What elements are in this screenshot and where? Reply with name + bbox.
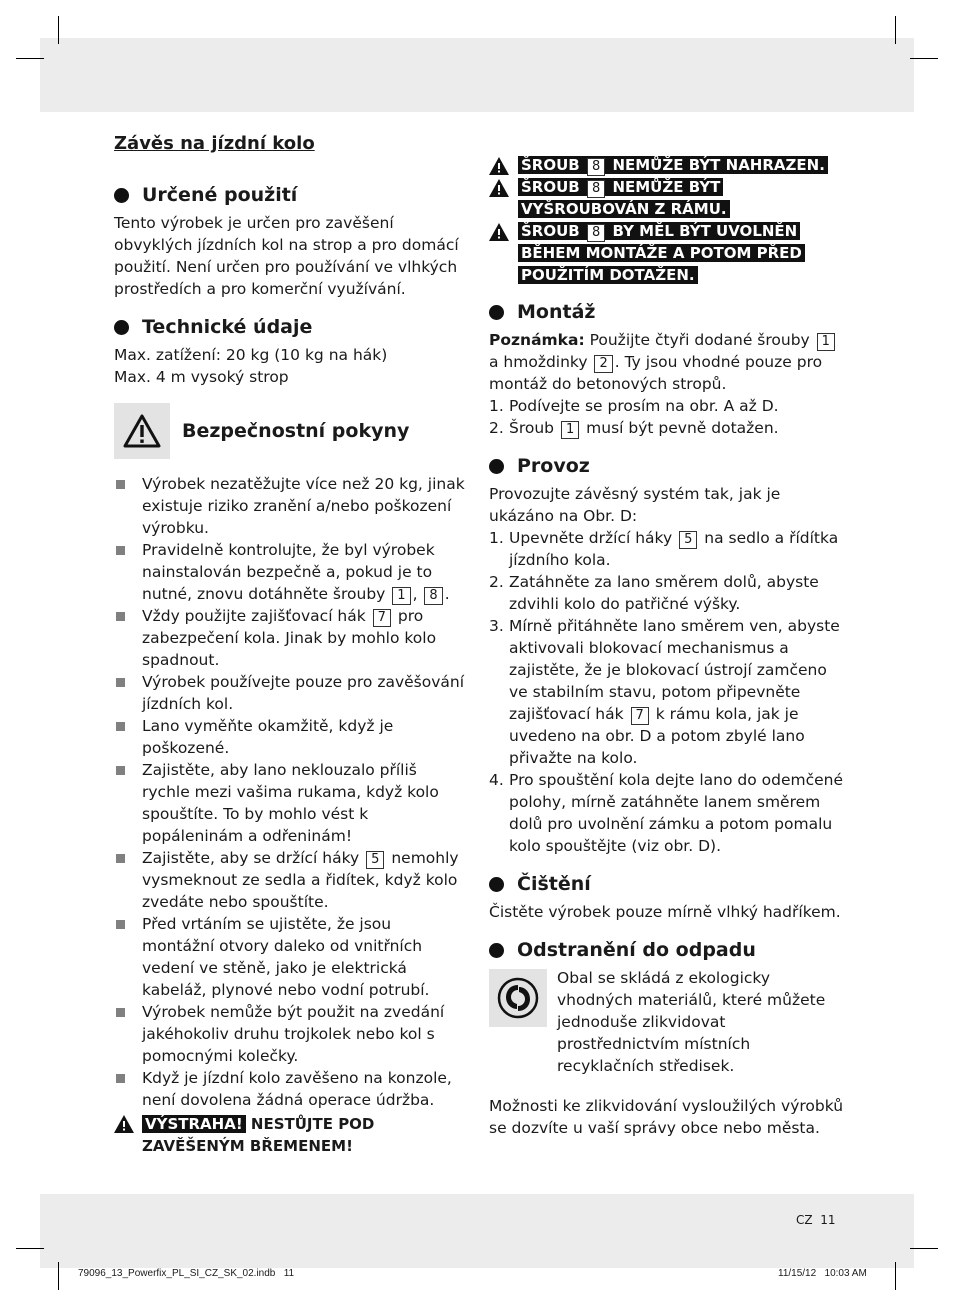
recycle-row: [489, 967, 844, 1077]
part-number-box: 5: [679, 531, 697, 549]
intended-use-text: Tento výrobek je určen pro zavěšení obvyklých jízdních kol na strop a pro domácí použití. Není určen pro používání ve vlhkých prostředích a pro komerční využívání.: [114, 214, 459, 298]
montaz-note: Poznámka: Použijte čtyři dodané šrouby 1 a hmoždinky 2 . Ty jsou vhodné pouze pro montáž do betonových stropů.: [489, 329, 844, 395]
crop-mark: [895, 1262, 896, 1290]
part-number-box: 5: [366, 851, 384, 869]
warning-label: VÝSTRAHA!: [142, 1115, 246, 1133]
part-number-box: 8: [424, 587, 442, 605]
warning-triangle-icon: [489, 179, 509, 197]
warning-triangle-icon: [114, 403, 170, 459]
hanging-load-warning: [114, 1113, 468, 1157]
heading-odpad: Odstranění do odpadu: [489, 938, 844, 962]
odpad-text-2: Možnosti ke zlikvidování vysloužilých výrobků se dozvíte u vaší správy obce nebo města.: [489, 1097, 844, 1137]
section-odpad: [489, 938, 844, 1139]
heading-montaz: Montáž: [489, 300, 844, 324]
document-title: Závěs na jízdní kolo: [114, 133, 315, 154]
list-item: Vždy použijte zajišťovací hák 7 pro zabezpečení kola. Jinak by mohlo kolo spadnout.: [114, 605, 468, 671]
bullet-dot-icon: [114, 320, 129, 335]
list-item: Zajistěte, aby lano neklouzalo příliš rychle mezi vašima rukama, když kolo spouštíte. To by mohlo vést k popáleninám a odřeninám!: [114, 759, 468, 847]
right-column: [489, 154, 844, 1154]
warning-triangle-icon: [489, 223, 509, 241]
cisteni-text: Čistěte výrobek pouze mírně vlhký hadříkem.: [489, 903, 841, 921]
list-item: 1. Podívejte se prosím na obr. A až D.: [489, 397, 779, 415]
montaz-steps: [489, 395, 844, 439]
warning-triangle-icon: [489, 157, 509, 175]
safety-list: [114, 473, 468, 1111]
header-band: [40, 38, 914, 112]
list-item: Výrobek nezatěžujte více než 20 kg, jinak existuje riziko zranění a/nebo poškození výrobku.: [114, 473, 468, 539]
bullet-dot-icon: [489, 305, 504, 320]
warning-text: NESTŮJTE POD ZAVĚŠENÝM BŘEMENEM!: [142, 1115, 375, 1155]
crop-mark: [58, 16, 59, 44]
tech-line-2: Max. 4 m vysoký strop: [114, 368, 289, 386]
crop-mark: [910, 58, 938, 59]
part-number-box: 2: [594, 355, 612, 373]
tech-line-1: Max. zatížení: 20 kg (10 kg na hák): [114, 346, 388, 364]
part-number-box: 7: [631, 707, 649, 725]
heading-safety: Bezpečnostní pokyny: [182, 420, 410, 442]
page-number: CZ 11: [796, 1213, 836, 1227]
list-item: 1. Upevněte držící háky 5 na sedlo a řídítka jízdního kola.: [489, 529, 839, 569]
part-number-box: 8: [587, 158, 605, 176]
print-slug-right: 11/15/12 10:03 AM: [778, 1268, 867, 1279]
safety-header: [114, 403, 468, 459]
heading-provoz: Provoz: [489, 454, 844, 478]
heading-cisteni: Čištění: [489, 872, 844, 896]
list-item: Výrobek nemůže být použit na zvedání jakéhokoliv druhu trojkolek nebo kol s pomocnými kolečky.: [114, 1001, 468, 1067]
list-item: Pravidelně kontrolujte, že byl výrobek nainstalován bezpečně a, pokud je to nutné, znovu dotáhněte šrouby 1 , 8 .: [114, 539, 468, 605]
screw-warnings: [489, 154, 844, 286]
list-item: Lano vyměňte okamžitě, když je poškozené.: [114, 715, 468, 759]
list-item: 3. Mírně přitáhněte lano směrem ven, abyste aktivovali blokovací mechanismus a zajistěte, že je blokovací ústrojí zamčeno ve stabilním stavu, potom připevněte zajišťovací hák 7 k rámu kola, jak je uvedeno na obr. D a potom zbylé lano přivažte na kolo.: [489, 617, 840, 767]
crop-mark: [16, 1248, 44, 1249]
provoz-intro: Provozujte závěsný systém tak, jak je ukázáno na Obr. D:: [489, 485, 781, 525]
section-tech: [114, 315, 468, 388]
crop-mark: [910, 1248, 938, 1249]
crop-mark: [895, 16, 896, 44]
screw-warning-3: ŠROUB 8 BY MĚL BÝT UVOLNĚN BĚHEM MONTÁŽE A POTOM PŘED POUŽITÍM DOTAŽEN.: [489, 220, 844, 286]
part-number-box: 7: [373, 609, 391, 627]
list-item: Zajistěte, aby se držící háky 5 nemohly vysmeknout ze sedla a řidítek, když kolo zvedáte nebo spouštíte.: [114, 847, 468, 913]
heading-tech: Technické údaje: [114, 315, 468, 339]
bullet-dot-icon: [489, 459, 504, 474]
list-item: Výrobek používejte pouze pro zavěšování jízdních kol.: [114, 671, 468, 715]
footer-band: [40, 1194, 914, 1268]
green-dot-recycle-icon: [489, 969, 547, 1027]
part-number-box: 1: [817, 333, 835, 351]
warning-triangle-icon: [114, 1115, 134, 1133]
part-number-box: 8: [587, 224, 605, 242]
print-slug-left: 79096_13_Powerfix_PL_SI_CZ_SK_02.indb 11: [78, 1268, 295, 1279]
list-item: 4. Pro spouštění kola dejte lano do odemčené polohy, mírně zatáhněte lanem směrem dolů pro uvolnění zámku a potom pomalu kolo spouštějte (viz obr. D).: [489, 771, 844, 855]
crop-mark: [16, 58, 44, 59]
list-item: Před vrtáním se ujistěte, že jsou montážní otvory daleko od vnitřních vedení ve stěně, jako je elektrická kabeláž, plynové nebo vodní potrubí.: [114, 913, 468, 1001]
screw-warning-1: ŠROUB 8 NEMŮŽE BÝT NAHRAZEN.: [489, 154, 844, 176]
odpad-text-1: Obal se skládá z ekologicky vhodných materiálů, které můžete jednoduše zlikvidovat prostřednictvím místních recyklačních středisek.: [557, 969, 826, 1075]
list-item: 2. Šroub 1 musí být pevně dotažen.: [489, 419, 779, 437]
section-intended-use: [114, 183, 468, 300]
part-number-box: 1: [561, 421, 579, 439]
screw-warning-2: ŠROUB 8 NEMŮŽE BÝT VYŠROUBOVÁN Z RÁMU.: [489, 176, 844, 220]
crop-mark: [58, 1262, 59, 1290]
provoz-steps: [489, 527, 844, 857]
list-item: 2. Zatáhněte za lano směrem dolů, abyste zdvihli kolo do patřičné výšky.: [489, 573, 819, 613]
part-number-box: 1: [392, 587, 410, 605]
bullet-dot-icon: [114, 188, 129, 203]
section-cisteni: [489, 872, 844, 923]
part-number-box: 8: [587, 180, 605, 198]
bullet-dot-icon: [489, 877, 504, 892]
list-item: Když je jízdní kolo zavěšeno na konzole, není dovolena žádná operace údržba.: [114, 1067, 468, 1111]
section-montaz: [489, 300, 844, 439]
heading-intended-use: Určené použití: [114, 183, 468, 207]
left-column: [114, 130, 468, 1157]
bullet-dot-icon: [489, 943, 504, 958]
section-provoz: [489, 454, 844, 857]
